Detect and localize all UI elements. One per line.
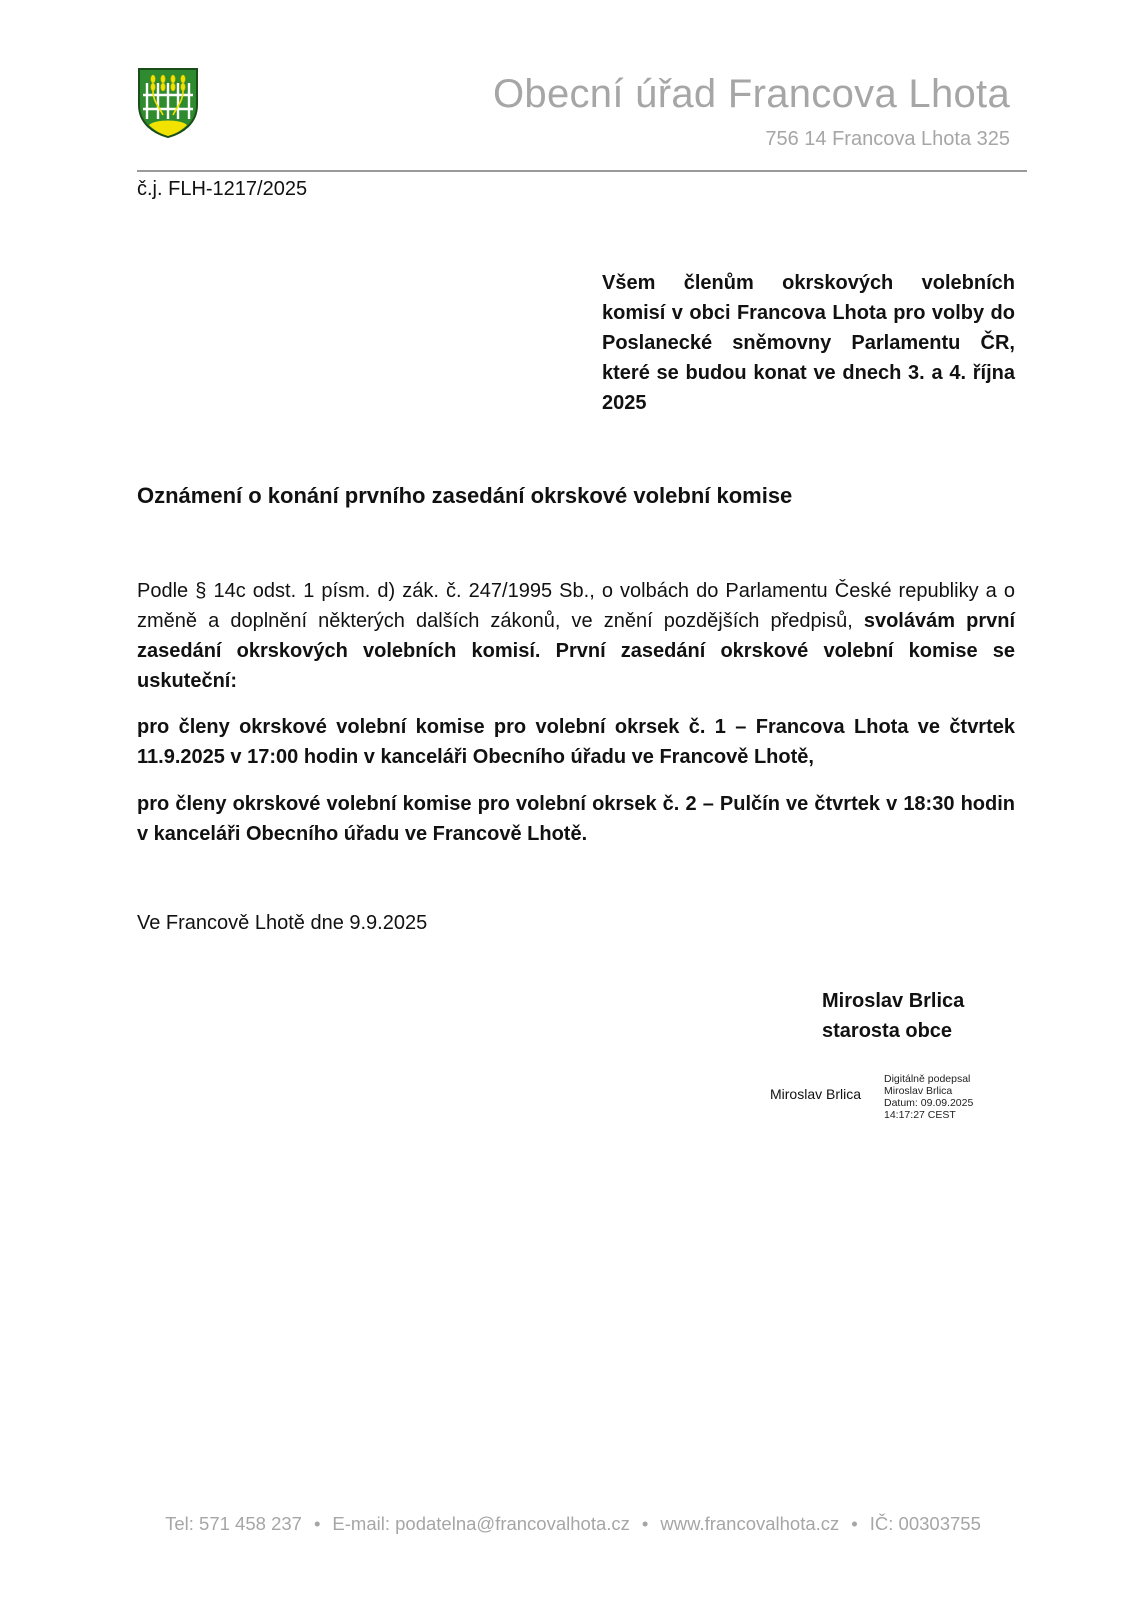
body-paragraph-2: pro členy okrskové volební komise pro volební okrsek č. 1 – Francova Lhota ve čtvrtek 11.9.2025 v 17:00 hodin v kanceláři Obecního úřadu ve Francově Lhotě,: [137, 716, 1015, 768]
footer-separator: •: [851, 1513, 858, 1534]
digital-signature-details: [884, 1073, 973, 1121]
signatory: [822, 986, 964, 1046]
signatory-name: Miroslav Brlica: [822, 990, 965, 1012]
digital-signature-line: 14:17:27 CEST: [884, 1109, 956, 1121]
body-paragraph-3: pro členy okrskové volební komise pro volební okrsek č. 2 – Pulčín ve čtvrtek v 18:30 hodin v kanceláři Obecního úřadu ve Francově Lhotě.: [137, 793, 1015, 845]
paragraph-1-bold: svolávám první zasedání okrskových volebních komisí. První zasedání okrskové volební komise se uskuteční:: [137, 610, 1015, 692]
footer-phone: Tel: 571 458 237: [165, 1513, 302, 1534]
document-subject: Oznámení o konání prvního zasedání okrskové volební komise: [137, 483, 793, 508]
footer-contacts: [0, 1513, 1146, 1535]
place-and-date: Ve Francově Lhotě dne 9.9.2025: [137, 912, 428, 934]
organization-name: Obecní úřad Francova Lhota: [493, 72, 1010, 116]
digital-signature-line: Miroslav Brlica: [884, 1085, 953, 1097]
footer-separator: •: [313, 1513, 321, 1534]
recipient-block: Všem členům okrskových volebních komisí v obci Francova Lhota pro volby do Poslanecké sněmovny Parlamentu ČR, které se budou konat ve dnech 3. a 4. října 2025: [602, 272, 1015, 414]
footer-website: www.francovalhota.cz: [660, 1513, 840, 1534]
signatory-title: starosta obce: [822, 1020, 953, 1042]
footer-email: E-mail: podatelna@francovalhota.cz: [332, 1513, 630, 1534]
footer-separator: •: [641, 1513, 649, 1534]
paragraph-1-regular: Podle § 14c odst. 1 písm. d) zák. č. 247/1995 Sb., o volbách do Parlamentu České republiky a o změně a doplnění některých dalších zákonů, ve znění pozdějších předpisů,: [137, 580, 1015, 632]
coat-of-arms-logo-icon: [137, 67, 199, 138]
digital-signature-name: Miroslav Brlica: [770, 1086, 862, 1102]
body-paragraph-1: [137, 576, 1015, 696]
digital-signature-line: Digitálně podepsal: [884, 1073, 971, 1085]
footer-ic: IČ: 00303755: [869, 1513, 981, 1534]
reference-number: č.j. FLH-1217/2025: [137, 178, 308, 200]
digital-signature-line: Datum: 09.09.2025: [884, 1097, 974, 1109]
organization-address: 756 14 Francova Lhota 325: [765, 128, 1010, 150]
header-divider: [137, 170, 1027, 172]
